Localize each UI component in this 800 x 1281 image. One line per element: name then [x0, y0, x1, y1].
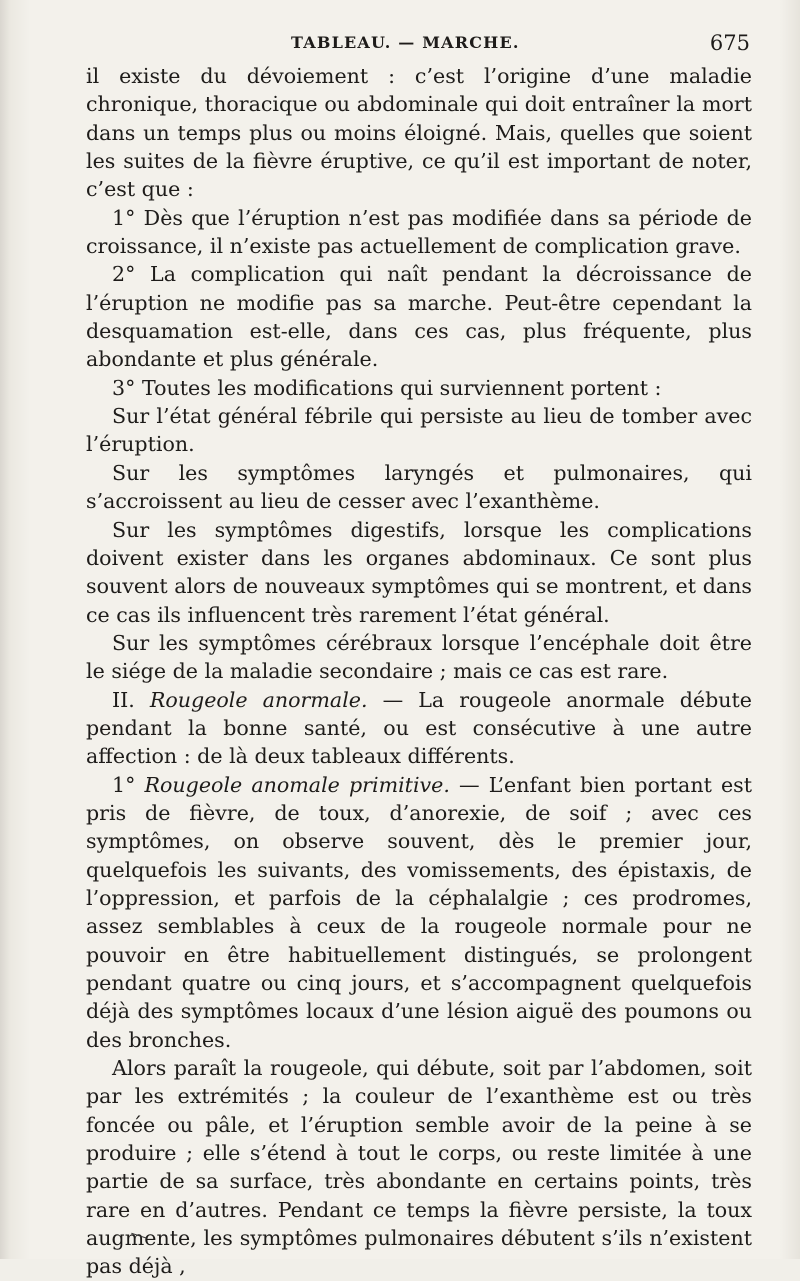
paragraph-3 — [86, 260, 752, 373]
paragraph-7 — [86, 516, 752, 629]
paragraph-9 — [86, 686, 752, 771]
paragraph-text: Sur les symptômes digestifs, lorsque les complications doivent exister dans les organes abdominaux. Ce sont plus souvent alors de nouveaux symptômes qui se montrent, et dans ce cas ils influencent très rarement l’état général. — [86, 517, 752, 627]
paragraph-2 — [86, 204, 752, 261]
paragraph-11 — [86, 1054, 752, 1281]
page-number: 675 — [709, 31, 750, 55]
paragraph-4 — [86, 374, 752, 402]
paragraph-text: Sur les symptômes cérébraux lorsque l’encéphale doit être le siége de la maladie secondaire ; mais ce cas est rare. — [86, 630, 752, 684]
paragraph-text: — L’enfant bien portant est pris de fièvre, de toux, d’anorexie, de soif ; avec ces symptômes, on observe souvent, dès le premier jour, quelquefois les suivants, des vomissements, des épistaxis, de l’oppression, et parfois de la céphalalgie ; ces prodromes, assez semblables à ceux de la rougeole normale pour ne pouvoir en être habituellement distingués, se prolongent pendant quatre ou cinq jours, et s’accompagnent quelquefois déjà des symptômes locaux d’une lésion aiguë des poumons ou des bronches. — [86, 772, 752, 1052]
paragraph-text: 2° La complication qui naît pendant la décroissance de l’éruption ne modifie pas sa marche. Peut-être cependant la desquamation est-elle, dans ces cas, plus fréquente, plus abondante et plus générale. — [86, 262, 752, 372]
paragraph-text: Sur l’état général fébrile qui persiste au lieu de tomber avec l’éruption. — [86, 404, 752, 457]
paragraph-5 — [86, 402, 752, 459]
paragraph-1 — [86, 62, 752, 204]
subsection-heading: Rougeole anomale primitive. — [144, 772, 450, 797]
paragraph-text: — La rougeole anormale débute pendant la bonne santé, ou est consécutive à une autre affection : de là deux tableaux différents. — [86, 687, 752, 769]
running-title: TABLEAU. — MARCHE. — [291, 33, 520, 52]
paragraph-10 — [86, 771, 752, 1054]
page-header — [86, 33, 750, 59]
paragraph-text: 3° Toutes les modifications qui surviennent portent : — [112, 375, 662, 400]
section-number: II. — [112, 687, 150, 712]
paragraph-text: 1° Dès que l’éruption n’est pas modifiée dans sa période de croissance, il n’existe pas actuellement de complication grave. — [86, 205, 752, 259]
paragraph-text: il existe du dévoiement : c’est l’origine d’une maladie chronique, thoracique ou abdominale qui doit entraîner la mort dans un temps plus ou moins éloigné. Mais, quelles que soient les suites de la fièvre éruptive, ce qu’il est important de noter, c’est que : — [86, 64, 752, 202]
subsection-number: 1° — [112, 772, 145, 797]
body-text — [86, 62, 752, 1281]
section-heading: Rougeole anormale. — [149, 687, 368, 712]
paragraph-6 — [86, 459, 752, 516]
paragraph-8 — [86, 629, 752, 686]
paragraph-text: Alors paraît la rougeole, qui débute, soit par l’abdomen, soit par les extrémités ; la couleur de l’exanthème est ou très foncée ou pâle, et l’éruption semble avoir de la peine à se produire ; elle s’étend à tout le corps, ou reste limitée à une partie de sa surface, très abondante en certains points, très rare en d’autres. Pendant ce temps la fièvre persiste, la toux augmente, les symptômes pulmonaires débutent s’ils n’existent pas déjà , — [86, 1056, 752, 1279]
paragraph-text: Sur les symptômes laryngés et pulmonaires, qui s’accroissent au lieu de cesser avec l’exanthème. — [86, 460, 752, 514]
